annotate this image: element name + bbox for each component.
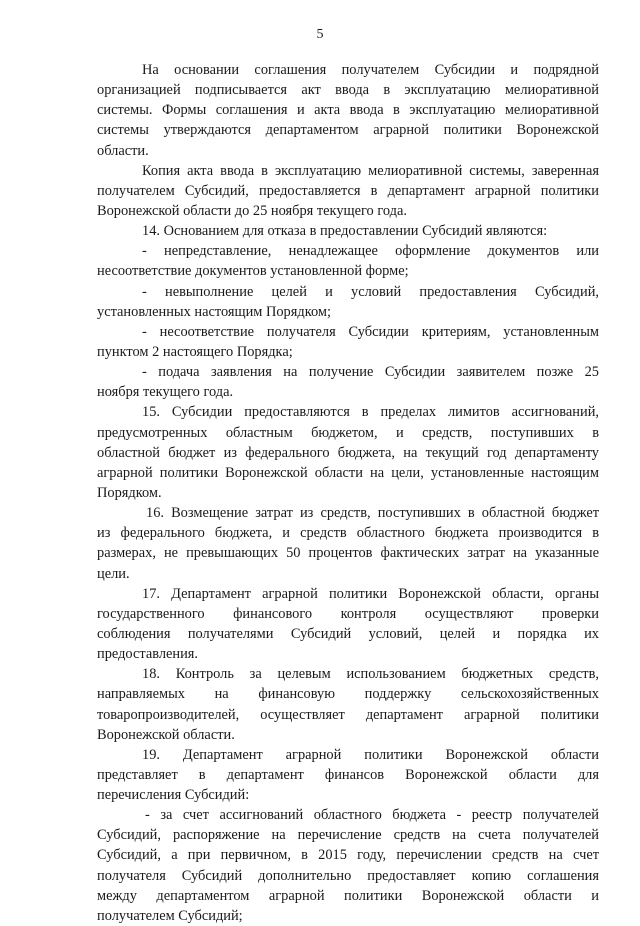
text-line: несоответствие документов установленной форме;: [97, 263, 409, 280]
text-line: аграрной политики Воронежской области на цели, установленные настоящим: [97, 464, 599, 481]
paragraph-item-16: [97, 503, 599, 584]
text-line: направляемых на финансовую поддержку сельскохозяйственных: [97, 686, 599, 703]
text-line: Воронежской области.: [97, 726, 235, 743]
list-item-refusal-deadline: [97, 362, 599, 402]
paragraph-item-19: [97, 745, 599, 805]
text-line: соблюдения получателями Субсидий условий, целей и порядка их: [97, 625, 599, 642]
page-number: 5: [316, 27, 324, 42]
text-line: 15. Субсидии предоставляются в пределах лимитов ассигнований,: [142, 404, 599, 421]
paragraph-item-17: [97, 584, 599, 665]
paragraph-item-14: [97, 221, 599, 241]
text-line: Субсидий, распоряжение на перечисление средств на счета получателей: [97, 827, 599, 844]
text-line: ноября текущего года.: [97, 384, 234, 401]
text-line: областной бюджет из федерального бюджета, на текущий год департаменту: [97, 444, 599, 461]
text-line: - невыполнение целей и условий предоставления Субсидий,: [142, 283, 599, 300]
text-line: между департаментом аграрной политики Воронежской области и: [97, 887, 599, 904]
text-line: 19. Департамент аграрной политики Воронежской области: [142, 746, 599, 763]
text-line: цели.: [97, 565, 130, 582]
list-item-refusal-conditions: [97, 282, 599, 322]
text-line: 17. Департамент аграрной политики Воронежской области, органы: [142, 585, 599, 602]
text-line: - несоответствие получателя Субсидии критериям, установленным: [142, 323, 599, 340]
text-line: из федерального бюджета, и средств областного бюджета производится в: [97, 525, 599, 542]
text-line: 14. Основанием для отказа в предоставлении Субсидий являются:: [142, 223, 548, 240]
paragraph-item-18: [97, 664, 599, 745]
text-line: государственного финансового контроля осуществляют проверки: [97, 605, 599, 622]
text-line: 18. Контроль за целевым использованием бюджетных средств,: [142, 666, 599, 683]
text-line: системы утверждаются департаментом аграрной политики Воронежской: [97, 122, 599, 139]
text-line: Копия акта ввода в эксплуатацию мелиоративной системы, заверенная: [142, 162, 599, 179]
text-line: области.: [97, 142, 149, 159]
text-line: Воронежской области до 25 ноября текущего года.: [97, 202, 407, 219]
paragraph-act-copy: [97, 161, 599, 221]
text-line: - подача заявления на получение Субсидии заявителем позже 25: [142, 364, 599, 381]
text-line: размерах, не превышающих 50 процентов фактических затрат на указанные: [97, 545, 599, 562]
text-line: пунктом 2 настоящего Порядка;: [97, 343, 293, 360]
text-line: получателем Субсидий, предоставляется в департамент аграрной политики: [97, 182, 599, 199]
paragraph-agreement-act: [97, 60, 599, 161]
text-line: получателя Субсидий дополнительно предоставляет копию соглашения: [97, 867, 599, 884]
text-line: - за счет ассигнований областного бюджета - реестр получателей: [145, 807, 599, 824]
text-line: получателем Субсидий;: [97, 907, 243, 924]
document-body: [97, 60, 599, 926]
text-line: предоставления.: [97, 646, 199, 663]
list-item-regional-budget: [97, 805, 599, 926]
list-item-refusal-documents: [97, 241, 599, 281]
list-item-refusal-criteria: [97, 322, 599, 362]
text-line: представляет в департамент финансов Воронежской области для: [97, 766, 599, 783]
text-line: организацией подписывается акт ввода в эксплуатацию мелиоративной: [97, 82, 599, 99]
text-line: - непредставление, ненадлежащее оформление документов или: [142, 243, 599, 260]
text-line: установленных настоящим Порядком;: [97, 303, 331, 320]
text-line: Субсидий, а при первичном, в 2015 году, перечислении средств на счет: [97, 847, 599, 864]
text-line: товаропроизводителей, осуществляет департамент аграрной политики: [97, 706, 599, 723]
text-line: предусмотренных областным бюджетом, и средств, поступивших в: [97, 424, 599, 441]
text-line: 16. Возмещение затрат из средств, поступивших в областной бюджет: [146, 505, 599, 522]
paragraph-item-15: [97, 402, 599, 503]
text-line: перечисления Субсидий:: [97, 787, 250, 804]
text-line: системы. Формы соглашения и акта ввода в эксплуатацию мелиоративной: [97, 102, 599, 119]
text-line: Порядком.: [97, 484, 162, 501]
text-line: На основании соглашения получателем Субсидии и подрядной: [142, 62, 599, 78]
